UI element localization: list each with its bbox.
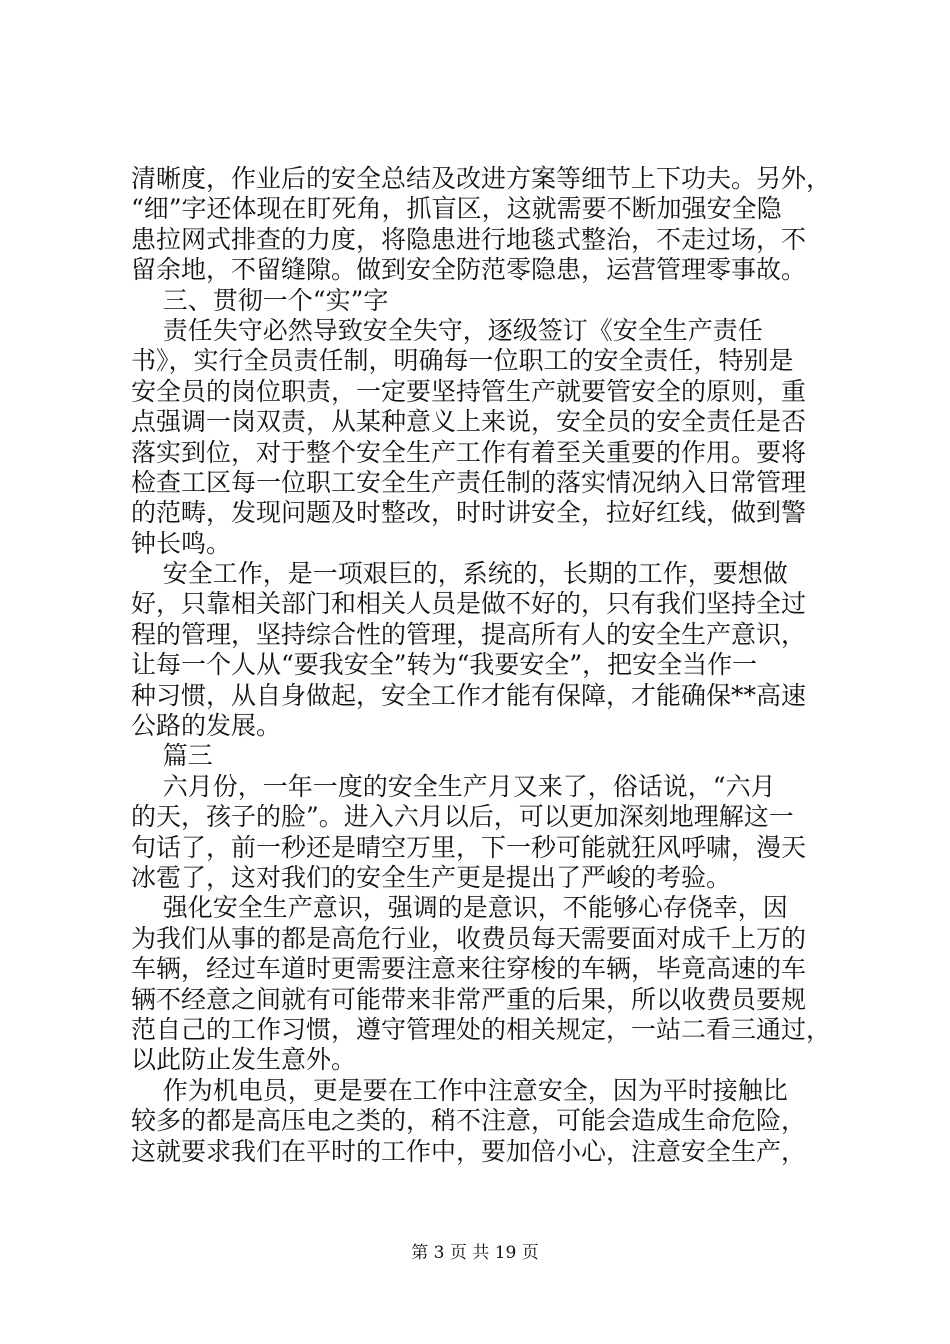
text-line: 留余地，不留缝隙。做到安全防范零隐患，运营管理零事故。 <box>131 255 807 285</box>
text-line: 冰雹了，这对我们的安全生产更是提出了严峻的考验。 <box>131 862 732 892</box>
text-line: 程的管理，坚持综合性的管理，提高所有人的安全生产意识， <box>131 619 807 649</box>
text-line: 强化安全生产意识，强调的是意识，不能够心存侥幸，因 <box>131 893 788 923</box>
text-line: 以此防止发生意外。 <box>131 1045 357 1075</box>
text-line: 落实到位，对于整个安全生产工作有着至关重要的作用。要将 <box>131 437 807 467</box>
text-line: 句话了，前一秒还是晴空万里，下一秒可能就狂风呼啸，漫天 <box>131 832 807 862</box>
text-line: 作为机电员，更是要在工作中注意安全，因为平时接触比 <box>131 1075 788 1105</box>
text-line: 责任失守必然导致安全失守，逐级签订《安全生产责任 <box>131 315 763 345</box>
text-line: 三、贯彻一个“实”字 <box>131 285 389 315</box>
text-line: 辆不经意之间就有可能带来非常严重的后果，所以收费员要规 <box>131 984 807 1014</box>
text-line: 清晰度，作业后的安全总结及改进方案等细节上下功夫。另外， <box>131 164 832 193</box>
text-line: 六月份，一年一度的安全生产月又来了，俗话说，“六月 <box>131 771 776 801</box>
text-line: 患拉网式排查的力度，将隐患进行地毯式整治，不走过场，不 <box>131 224 807 254</box>
page-footer: 第 3 页 共 19 页 <box>411 1243 539 1263</box>
text-line: 范自己的工作习惯，遵守管理处的相关规定，一站二看三通过， <box>131 1014 832 1044</box>
text-line: 好，只靠相关部门和相关人员是做不好的，只有我们坚持全过 <box>131 589 807 619</box>
text-line: 让每一个人从“要我安全”转为“我要安全”，把安全当作一 <box>131 650 758 680</box>
text-line: 安全员的岗位职责，一定要坚持管生产就要管安全的原则，重 <box>131 376 807 406</box>
text-line: 书》，实行全员责任制，明确每一位职工的安全责任，特别是 <box>131 346 794 376</box>
text-line: 检查工区每一位职工安全生产责任制的落实情况纳入日常管理 <box>131 467 807 497</box>
text-line: 这就要求我们在平时的工作中，要加倍小心，注意安全生产， <box>131 1136 807 1166</box>
text-line: 较多的都是高压电之类的，稍不注意，可能会造成生命危险， <box>131 1106 807 1136</box>
body-text <box>131 164 831 1167</box>
text-line: 的范畴，发现问题及时整改，时时讲安全，拉好红线，做到警 <box>131 498 807 528</box>
text-line: 种习惯，从自身做起，安全工作才能有保障，才能确保**高速 <box>131 680 807 710</box>
text-line: 钟长鸣。 <box>131 528 232 558</box>
text-line: “细”字还体现在盯死角，抓盲区，这就需要不断加强安全隐 <box>131 194 782 224</box>
text-line: 点强调一岗双责，从某种意义上来说，安全员的安全责任是否 <box>131 407 807 437</box>
text-line: 为我们从事的都是高危行业，收费员每天需要面对成千上万的 <box>131 923 807 953</box>
text-line: 安全工作，是一项艰巨的，系统的，长期的工作，要想做 <box>131 559 788 589</box>
text-line: 篇三 <box>131 741 213 771</box>
text-line: 车辆，经过车道时更需要注意来往穿梭的车辆，毕竟高速的车 <box>131 954 807 984</box>
text-line: 公路的发展。 <box>131 711 282 741</box>
text-line: 的天，孩子的脸”。进入六月以后，可以更加深刻地理解这一 <box>131 802 794 832</box>
